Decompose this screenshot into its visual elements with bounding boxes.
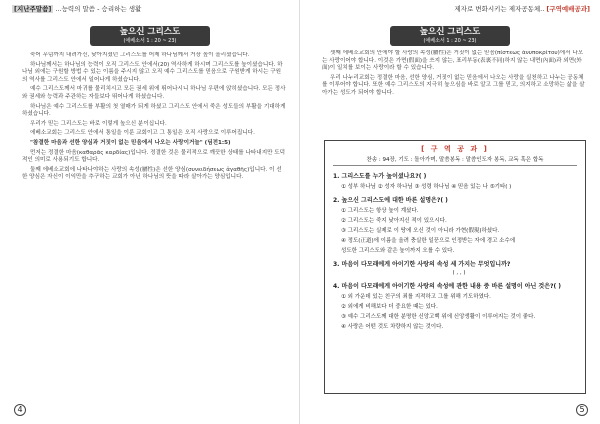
left-paragraph: 죽어 무덤까지 내려가신, 낮아지셨던 그리스도를 어제 하나님께서 거장 높이 올리셨습니다. xyxy=(30,52,250,58)
question-4: 4. 마음이 다모래에게 아이기한 사랑의 속성에 관한 내용 중 바른 설명이 아닌 것은?( ) xyxy=(333,283,562,290)
left-title: 높으신 그리스도 xyxy=(119,27,181,37)
left-paragraph: 하나님은 예수 그리스도를 부활의 첫 열매가 되게 하셨고 그리스도 안에서 죽은 성도들의 부활을 기대하게 하셨습니다. xyxy=(22,103,286,118)
question-2: 2. 높으신 그리스도에 대한 바른 설명은?( ) xyxy=(333,197,448,204)
right-title: 높으신 그리스도 xyxy=(419,27,481,37)
left-title-box xyxy=(90,26,210,46)
question-2-option: ② 그리스도는 죽지 낮아지신 적이 있으시다. xyxy=(341,218,447,224)
right-paragraph: 우리 나누리교회는 정결한 마음, 선한 양심, 거짓이 없는 믿음에서 나오는 사랑을 실천하고 나누는 공동체를 이루어야 합니다. 또한 예수 그리스도의 지극히 높으심을 바로 알고 그를 믿고, 의지하고 소망하는 삶을 살아가는 성도가 되어야 합니다. xyxy=(322,74,585,96)
right-page xyxy=(300,0,600,424)
quiz-subtitle: 찬송 : 94장, 기도 : 돌아가며, 말씀봉독 : 말씀인도자 봉독, 교독 혹은 합독 xyxy=(333,155,577,166)
question-2-option: ③ 그리스도는 실제로 이 땅에 오신 것이 아니라 가현(假現)하셨다. xyxy=(341,228,500,234)
left-body xyxy=(22,52,286,380)
question-4-option: ④ 사랑은 어떤 것도 차량하지 않는 것이다. xyxy=(341,324,444,330)
question-4-option: ② 외에게 비해보다 더 중요한 때는 있다. xyxy=(341,304,438,310)
question-4-option: ③ 예수 그리스도께 대한 분명한 신앙고백 위에 신앙생활이 이루어지는 것이 좋다. xyxy=(341,314,536,320)
left-header xyxy=(12,4,141,13)
question-2-option: 성도한 그리스도와 같은 높이까지 오를 수 있다. xyxy=(341,248,455,254)
question-2-option: ④ 정도(正道)에 이름을 올려 충실한 일꾼으로 인정받는 자에 경고 소수에 xyxy=(341,238,516,244)
right-header-tag: [구역예배공과] xyxy=(546,5,590,13)
left-paragraph: 하나님께서는 하나님의 능력이 오직 그리스도 안에서(20) 역사하게 하시며 그리스도를 높이셨습니다. 하나님 외에는 구원할 방법 수 있는 이름을 주시지 않고 오직 예수 그리스도를 믿음으로 구원받게 하시는 구원의 역사를 그리스도 안에서 일어나게 하셨습니다. xyxy=(22,61,283,83)
right-header xyxy=(454,4,590,13)
quiz-box xyxy=(324,140,586,394)
left-quote: "참결한 마음과 선한 양심과 거짓이 없는 믿음에서 나오는 사랑이거늘" (딤전1:5) xyxy=(30,139,231,146)
right-page-number: 5 xyxy=(576,404,588,416)
left-paragraph: 둘째 에베소교회에 나타나야하는 사랑의 속성(屬性)은 선한 양심(συνειδήσεως ἀγαθῆς)입니다. 이 선한 양심은 자신이 이익만을 추구하는 교회가 아닌 하나님의 뜻을 따라 살아가는 양심입니다. xyxy=(22,166,282,181)
right-header-text: 제자로 변화시키는 제자공동체.. xyxy=(454,5,545,13)
left-paragraph: 예수 그리스도께서 마귀를 물리치시고 모든 권세 위에 뛰어나시니 하나님 우편에 앉히셨습니다. 모든 정사와 권세와 능력과 주관하는 자들보다 뛰어나게 하셨습니다. xyxy=(22,86,286,100)
question-1-options: ① 성부 하나님 ② 성자 하나님 ③ 성령 하나님 ④ 믿음 있는 나 ⑤기타( ) xyxy=(341,184,512,190)
question-1: 1. 그리스도를 누가 높이셨나요?( ) xyxy=(333,173,427,180)
left-header-tag: [지난주말씀] xyxy=(14,5,52,13)
right-scripture-ref: (에베소서 1 : 20 ~ 23) xyxy=(423,38,477,44)
quiz-title: [ 구 역 공 과 ] xyxy=(421,145,489,153)
question-3-blanks: ( , , ) xyxy=(452,270,466,276)
left-paragraph: 우리가 믿는 그리스도는 바로 이렇게 높으신 분이십니다. xyxy=(30,120,167,127)
right-title-box xyxy=(390,26,510,46)
left-header-text: ...능력의 말씀 - 승리하는 생활 xyxy=(55,5,142,13)
left-paragraph: 먼저는 정결한 마음(καθαρᾶς καρδίας)입니다. 정결한 것은 물리적으로 깨끗한 상태를 나타내지만 도덕적인 의미로 사용되기도 합니다. xyxy=(22,149,286,164)
right-paragraph: 셋째 에베소교회의 안에야 할 사랑의 속성(屬性)은 거짓이 없는 믿음(πίστεως ἀνυποκρίτου)에서 나오는 사랑이어야 합니다. 이것은 가면(假面)을 쓰지 않는, 표리부동(表裏不同)하지 않는 내면(內面)과 외면(外面)이 일치를 보이는 사랑이라 할 수 있습니다. xyxy=(322,50,584,72)
left-scripture-ref: (에베소서 1 : 20 ~ 23) xyxy=(123,38,177,44)
left-page-number: 4 xyxy=(14,404,26,416)
question-4-option: ① 외 가운데 있는 친구의 죄를 지적하고 그를 위해 기도하였다. xyxy=(341,294,491,300)
right-body xyxy=(322,50,586,136)
question-2-option: ① 그리스도는 항상 높이 계셨다. xyxy=(341,208,419,214)
left-paragraph: 에베소교회는 그리스도 안에서 통일을 이룬 교회이고 그 통일은 오직 사랑으로 이루어집니다. xyxy=(30,130,255,137)
question-3: 3. 마음이 다모래에게 아이기한 사랑의 속성 세 가지는 무엇입니까? xyxy=(333,261,511,268)
